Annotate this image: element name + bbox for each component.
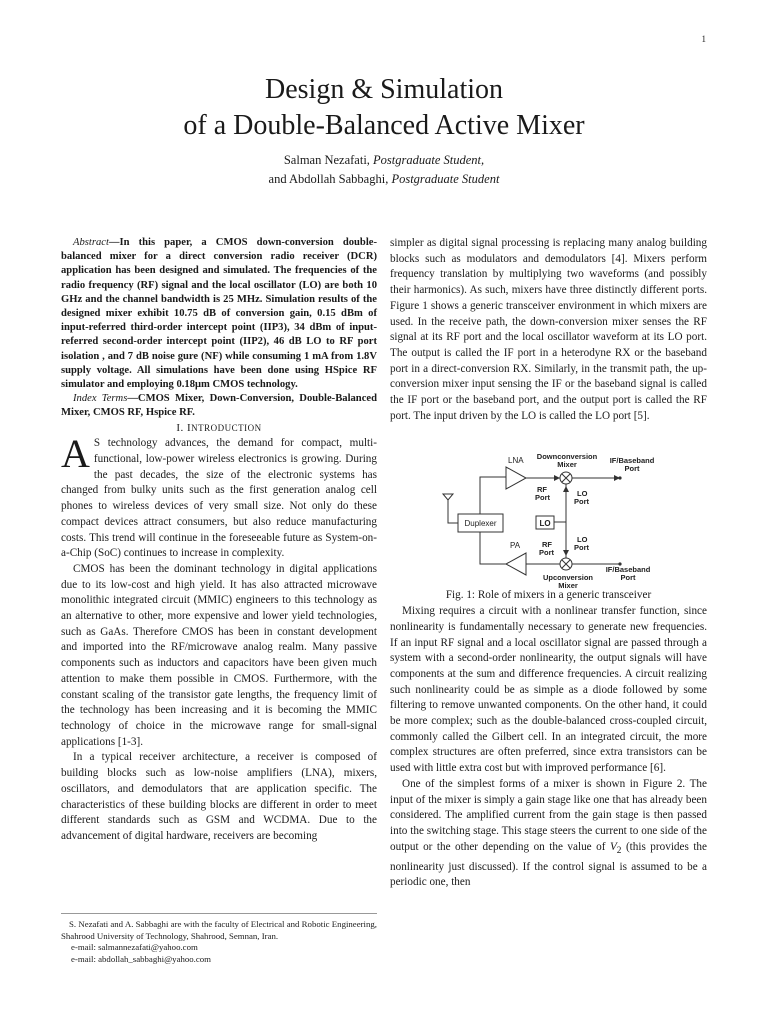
left-column [61,236,377,845]
intro-paragraph-1-text: S technology advances, the demand for compact, multi-functional, low-power wireless electronics is growing. During the past decades, the size of the electronic systems has changed from bulky units such as the first generation analog cell phones to wireless devices of very small size. Not only do these compact devices attract consumers, but also reduce manufacturing costs. This trend will continue in the foreseeable future as System-on-a-Chip (SoC) continues to increase in complexity. [61,437,377,560]
upconversion-label-2: Mixer [558,581,578,589]
rf-port-top-label-2: Port [535,493,550,503]
antenna-wire [448,512,458,523]
downconversion-label-1: Downconversion [536,452,598,462]
upconversion-mixer-cross [562,560,570,568]
lo-port-top-label-1: LO [577,489,588,499]
author-line-2 [0,170,768,189]
section-rest: NTRODUCTION [191,422,262,433]
right-paragraph-2: Mixing requires a circuit with a nonlinear transfer function, since nonlinearity is fundamentally necessary to generate new frequencies. If an input RF signal and a local oscillator signal are passed through a system with a second-order nonlinearity, the output signals will have components at the sum and difference frequencies. A circuit realizing such nonlinearity could be as simple as a diode followed by some filtering to remove unwanted components. On the other hand, it could be more complex; such as the double-balanced cross-coupled circuit, commonly called the Gilbert cell. In an integrated circuit, the more complex structures are often preferred, since extra transistors can be used with little extra cost but with improved performance [6]. [390,605,707,775]
intro-paragraph-1 [61,431,377,562]
title-line-1: Design & Simulation [265,74,503,105]
author1-name: Salman Nezafati, [283,153,374,167]
intro-paragraph-2: CMOS has been the dominant technology in digital applications due to its low-cost and high yield. It has also attracted microwave monolithic integrated circuit (MMIC) engineers to this technology as an alternative to other, more expensive and lower yield technologies, such as GaAs. Therefore CMOS has been in constant development and imported into the RF/microwave analog realm. Many passive components such as inductors and capacitors have been given much attention to make them possible in CMOS. Furthermore, with the constant scaling of the transistor gate lengths, the frequency limit of the technology has been increasing and it is becoming the MMIC technology of choice in the microwave range for small-signal applications [1-3]. [61,562,377,748]
abstract-text: —In this paper, a CMOS down-conversion double-balanced mixer for a direct conversion radio receiver (DCR) application has been designed and simulated. The frequencies of the radio frequency (RF) signal and the local oscillator (LO) are both 10 GHz and the channel bandwidth is 25 MHz. Simulation results of the designed mixer exhibit 10.75 dB of conversion gain, 0.15 dBm of input-referred third-order intercept point (IIP3), 34 dBm of input-referred second-order intercept point (IIP2), 46 dB LO to RF port isolation , and 7 dB noise gure (NF) while consuming 1 mA from 1.8V supply voltage. All simulations have been done using HSpice RF simulator and employing 0.18μm CMOS technology. [61,237,377,391]
lo-label: LO [539,519,551,529]
downconversion-mixer-cross [562,474,570,482]
variable-v: V [609,840,617,853]
rf-port-bottom-label-2: Port [539,548,554,558]
lo-arrow-down [563,550,569,556]
lo-arrow-up [563,486,569,492]
right-paragraph-3-b: (this provides the nonlinearity just discussed). If the control signal is assumed to be a periodic one, then [390,840,707,889]
abstract-lead: Abstract [73,237,109,248]
title-line-2: of a Double-Balanced Active Mixer [183,110,585,141]
footnote-email-2: e-mail: abdollah_sabbaghi@yahoo.com [71,953,212,964]
if-port-top-label-1: IF/Baseband [609,456,655,466]
footnote-email-1: e-mail: salmannezafati@yahoo.com [71,942,198,952]
lo-port-bottom-label-2: Port [574,543,589,553]
variable-subscript: 2 [616,845,622,856]
index-terms-lead: Index Terms [73,393,128,405]
author1-role: Postgraduate Student, [373,153,485,167]
section-heading-introduction [61,421,377,437]
rf-port-bottom-label-1: RF [542,540,552,550]
lna-label: LNA [508,456,524,466]
antenna-head [443,494,453,500]
if-arrow-out [614,475,620,481]
figure-1-caption: Fig. 1: Role of mixers in a generic transceiver [445,589,652,602]
lo-port-top-label-2: Port [574,497,589,507]
lo-port-bottom-label-1: LO [577,535,588,545]
transceiver-diagram [390,450,707,588]
footnote [61,919,377,965]
right-paragraph-3 [390,777,707,891]
rf-arrow-in [554,475,560,481]
right-paragraph-3-a: One of the simplest forms of a mixer is shown in Figure 2. The input of the mixer is simply a gain stage like one that has already been considered. The amplified current from the gain stage is then passed into the switching stage. This stage steers the current to one side of the output or the other depending on the value of [390,777,707,853]
duplexer-label: Duplexer [464,519,497,529]
intro-paragraph-3: In a typical receiver architecture, a receiver is composed of building blocks such as low-noise amplifiers (LNA), mixers, oscillators, and demodulators that are application specific. The characteristics of these building blocks are different in order to meet different standards such as GSM and WCDMA. Due to the advancement of digital hardware, receivers are becoming [61,751,377,842]
paper-title [0,72,768,144]
if-port-bottom-label-1: IF/Baseband [605,565,651,575]
duplexer-to-lna-wire [480,477,506,514]
pa-to-duplexer-wire [480,532,506,564]
right-paragraph-1: simpler as digital signal processing is replacing many analog building blocks such as modulators and demodulators [4]. Mixers perform frequency translation by multiplying two waveforms (and possibly their harmonics). As such, mixers have three distinctly different ports. Figure 1 shows a generic transceiver environment in which mixers are used. In the receive path, the down-conversion mixer senses the RF signal at its RF port and the local oscillator waveform at its LO port. The output is called the IF port in a heterodyne RX or the baseband port in a direct-conversion RX. Similarly, in the transmit path, the up-conversion mixer input sensing the IF or the baseband signal is called the IF port or the baseband port, and the output port is called the RF port. The input driven by the LO is called the LO port [5]. [390,237,707,422]
downconversion-label-2: Mixer [557,460,577,470]
figure-1 [390,450,707,588]
author2-role: Postgraduate Student [391,172,500,186]
if-port-top-label-2: Port [624,464,640,474]
if-port-bottom-label-2: Port [620,573,636,583]
author-line-1 [0,151,768,170]
index-terms-text: —CMOS Mixer, Down-Conversion, Double-Balanced Mixer, CMOS RF, Hspice RF. [61,393,377,419]
authors [0,151,768,189]
section-first-letter: I [187,421,192,434]
right-column [390,236,707,891]
page-number: 1 [701,34,706,44]
upconversion-label-1: Upconversion [542,573,594,583]
index-terms [61,392,377,420]
footnote-affiliation: S. Nezafati and A. Sabbaghi are with the faculty of Electrical and Robotic Engineering, Shahrood University of Technology, Shahrood, Semnan, Iran. [61,919,377,941]
abstract [61,236,377,392]
drop-cap: A [61,431,90,477]
pa-label: PA [510,541,521,551]
pa-triangle [506,553,526,575]
section-number: I. [176,421,187,434]
rf-port-top-label-1: RF [537,485,547,495]
footnote-rule [61,913,377,914]
lna-triangle [506,467,526,489]
author2-name: and Abdollah Sabbaghi, [268,172,392,186]
